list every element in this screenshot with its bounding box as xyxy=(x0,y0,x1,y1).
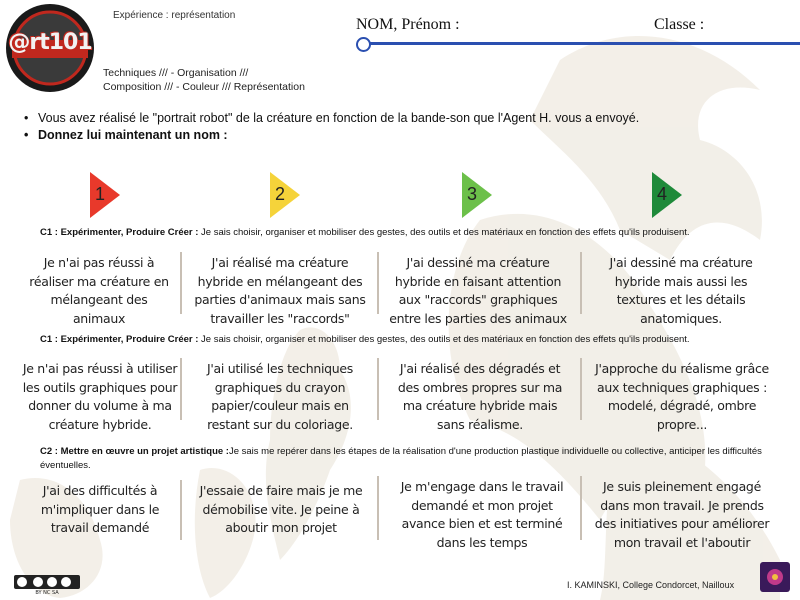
instructions-list xyxy=(22,110,639,144)
level-number: 4 xyxy=(656,184,667,204)
level-marker-4 xyxy=(652,172,686,218)
instruction-item: • Donnez lui maintenant un nom : xyxy=(22,127,639,144)
level-marker-2 xyxy=(270,172,304,218)
criterion-heading xyxy=(40,226,770,240)
criterion-title: C1 : Expérimenter, Produire Créer : xyxy=(40,334,199,345)
rubric-cell: Je suis pleinement engagé dans mon travail. Je prends des initiatives pour améliorer mon travail et l'aboutir xyxy=(594,479,770,550)
techniques-line-2: Composition /// - Couleur /// Représentation xyxy=(103,81,305,93)
creative-commons-icon xyxy=(14,575,80,595)
level-marker-3 xyxy=(462,172,496,218)
instruction-item: • Vous avez réalisé le "portrait robot" de la créature en fonction de la bande-son que l'Agent H. vous a envoyé. xyxy=(22,110,639,127)
column-divider xyxy=(180,358,182,420)
logo-text: @rt101 xyxy=(8,30,92,55)
rubric-cell: J'ai réalisé des dégradés et des ombres propres sur ma ma créature hybride mais sans réalisme. xyxy=(397,361,563,432)
level-number: 2 xyxy=(274,184,285,204)
level-number: 3 xyxy=(466,184,477,204)
rubric-cell: J'ai dessiné ma créature hybride en faisant attention aux "raccords" graphiques entre les parties des animaux xyxy=(389,255,567,326)
column-divider xyxy=(377,476,379,540)
cc-license-badge xyxy=(14,575,80,595)
column-divider xyxy=(580,252,582,314)
techniques-block xyxy=(103,66,305,94)
criterion-heading xyxy=(40,333,770,347)
column-divider xyxy=(580,476,582,540)
logo xyxy=(4,2,96,94)
criterion-heading xyxy=(40,445,775,473)
rubric-cell: Je m'engage dans le travail demandé et mon projet avance bien et est terminé dans les temps xyxy=(400,479,564,550)
level-marker-1 xyxy=(90,172,124,218)
rubric-cell: J'ai réalisé ma créature hybride en mélangeant des parties d'animaux mais sans travailler les "raccords" xyxy=(194,255,366,326)
rubric-cell: Je n'ai pas réussi à réaliser ma créature en mélangeant des animaux xyxy=(29,255,169,326)
column-divider xyxy=(180,252,182,314)
underline-line xyxy=(364,42,800,45)
license-text: BY NC SA xyxy=(35,590,59,595)
rubric-cell: J'essaie de faire mais je me démobilise vite. Je peine à aboutir mon projet xyxy=(199,483,363,535)
school-logo xyxy=(760,562,790,592)
criterion-title: C1 : Expérimenter, Produire Créer : xyxy=(40,227,199,238)
footer-credit: I. KAMINSKI, College Condorcet, Nailloux xyxy=(567,580,735,590)
column-divider xyxy=(580,358,582,420)
criterion-description: Je sais choisir, organiser et mobiliser des gestes, des outils et des matériaux en fonction des effets qu'ils produisent. xyxy=(198,227,690,238)
rubric-cell: J'approche du réalisme grâce aux techniques graphiques : modelé, dégradé, ombre propre... xyxy=(595,361,769,432)
techniques-line-1: Techniques /// - Organisation /// xyxy=(103,67,249,79)
rubric-cell: J'ai utilisé les techniques graphiques du crayon papier/couleur mais en restant sur du coloriage. xyxy=(206,361,354,432)
rubric-cell: J'ai dessiné ma créature hybride mais aussi les textures et les détails anatomiques. xyxy=(609,255,753,326)
criterion-description: Je sais me repérer dans les étapes de la réalisation d'une production plastique individuelle ou collective, anticiper les difficultés éventuelles. xyxy=(40,446,762,471)
criterion-description: Je sais choisir, organiser et mobiliser des gestes, des outils et des matériaux en fonction des effets qu'ils produisent. xyxy=(198,334,690,345)
column-divider xyxy=(377,358,379,420)
rubric-cell: Je n'ai pas réussi à utiliser les outils graphiques pour donner du volume à ma créature hybride. xyxy=(22,361,178,432)
class-label: Classe : xyxy=(654,16,705,33)
name-label: NOM, Prénom : xyxy=(356,16,460,33)
name-underline xyxy=(356,37,800,51)
column-divider xyxy=(180,480,182,540)
underline-knob xyxy=(356,37,371,52)
column-divider xyxy=(377,252,379,314)
criterion-title: C2 : Mettre en œuvre un projet artistique : xyxy=(40,446,229,457)
rubric-cell: J'ai des difficultés à m'impliquer dans le travail demandé xyxy=(40,483,160,535)
level-number: 1 xyxy=(94,184,105,204)
subtitle: Expérience : représentation xyxy=(113,10,236,21)
school-logo-icon xyxy=(760,562,790,592)
